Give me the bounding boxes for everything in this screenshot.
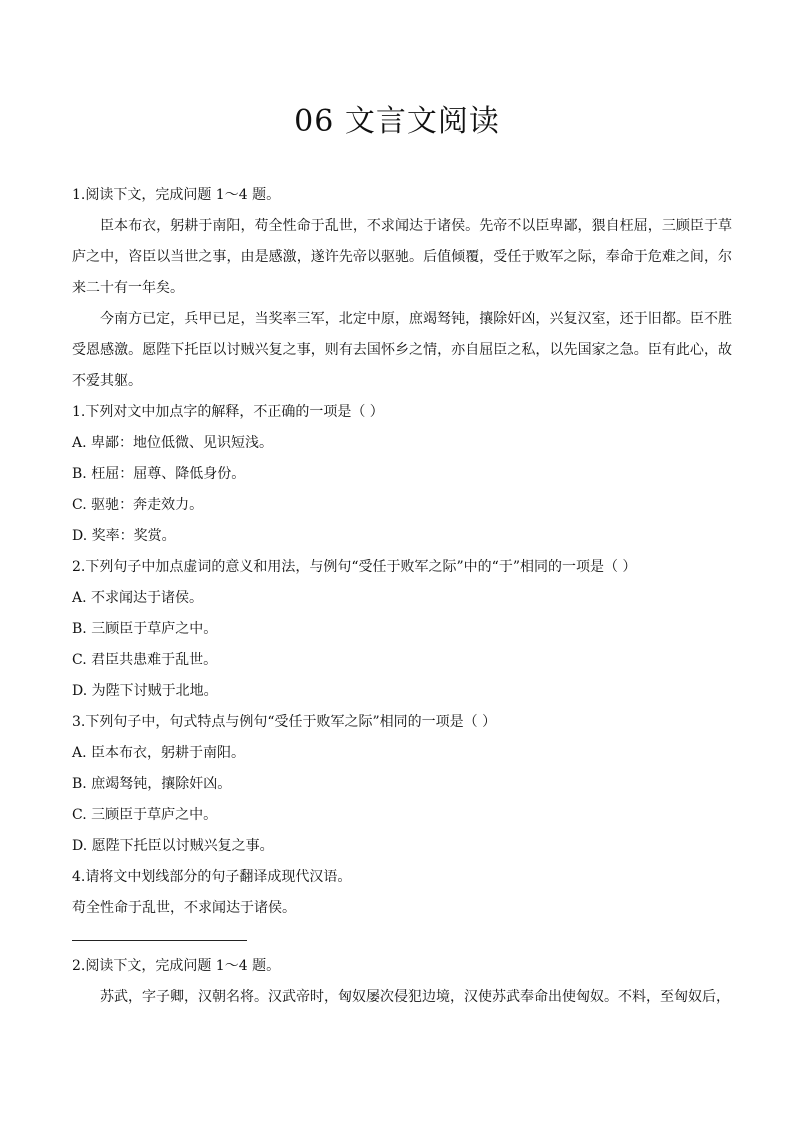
question-3-option-c: C. 三顾臣于草庐之中。 <box>72 807 218 823</box>
question-2-option-d: D. 为陛下讨贼于北地。 <box>72 683 218 699</box>
section1-intro: 1.阅读下文，完成问题 1～4 题。 <box>72 187 281 203</box>
page-title: 06 文言文阅读 <box>294 104 500 139</box>
question-1-option-d: D. 奖率：奖赏。 <box>72 528 176 544</box>
question-2-stem: 2.下列句子中加点虚词的意义和用法，与例句“受任于败军之际”中的“于”相同的一项是（ ） <box>72 559 637 575</box>
section2-passage: 苏武，字子卿，汉朝名将。汉武帝时，匈奴屡次侵犯边境，汉使苏武奉命出使匈奴。不料，至匈奴后， <box>100 989 730 1005</box>
question-1-option-b: B. 枉屈：屈尊、降低身份。 <box>72 466 246 482</box>
section-divider <box>72 940 247 941</box>
question-3-option-d: D. 愿陛下托臣以讨贼兴复之事。 <box>72 838 274 854</box>
question-2-option-a: A. 不求闻达于诸侯。 <box>72 590 204 606</box>
document-body <box>72 180 732 1013</box>
question-3-option-a: A. 臣本布衣，躬耕于南阳。 <box>72 745 246 761</box>
question-2-option-b: B. 三顾臣于草庐之中。 <box>72 621 218 637</box>
question-1-option-c: C. 驱驰：奔走效力。 <box>72 497 204 513</box>
question-4-stem: 4.请将文中划线部分的句子翻译成现代汉语。 <box>72 869 352 885</box>
section2-intro: 2.阅读下文，完成问题 1～4 题。 <box>72 958 281 974</box>
question-1-option-a: A. 卑鄙：地位低微、见识短浅。 <box>72 435 274 451</box>
question-3-option-b: B. 庶竭驽钝，攘除奸凶。 <box>72 776 232 792</box>
passage-paragraph-2: 今南方已定，兵甲已足，当奖率三军，北定中原，庶竭驽钝，攘除奸凶，兴复汉室，还于旧都。臣不胜受恩感激。愿陛下托臣以讨贼兴复之事，则有去国怀乡之情，亦自屈臣之私，以先国家之急。臣有此心，故不爱其躯。 <box>72 311 732 389</box>
question-4-sentence: 苟全性命于乱世，不求闻达于诸侯。 <box>72 900 296 916</box>
question-3-stem: 3.下列句子中，句式特点与例句“受任于败军之际”相同的一项是（ ） <box>72 714 497 730</box>
question-1-stem: 1.下列对文中加点字的解释，不正确的一项是（ ） <box>72 404 384 420</box>
passage-paragraph-1: 臣本布衣，躬耕于南阳，苟全性命于乱世，不求闻达于诸侯。先帝不以臣卑鄙，猥自枉屈，三顾臣于草庐之中，咨臣以当世之事，由是感激，遂许先帝以驱驰。后值倾覆，受任于败军之际，奉命于危难之间，尔来二十有一年矣。 <box>72 218 732 296</box>
question-2-option-c: C. 君臣共患难于乱世。 <box>72 652 218 668</box>
